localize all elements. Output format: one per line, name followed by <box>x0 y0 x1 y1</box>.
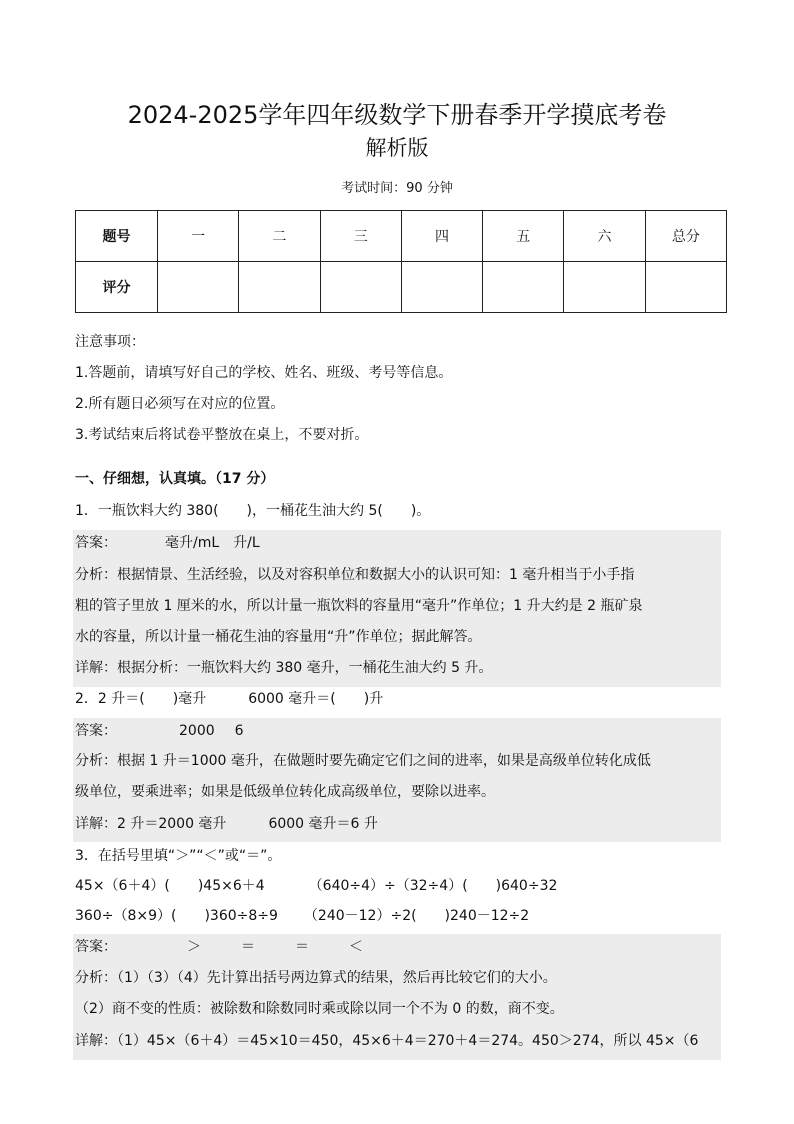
comparison-item: （240－12）÷2( )240－12÷2 <box>303 908 530 924</box>
question-2 <box>75 688 383 710</box>
question-3: 3．在括号里填“＞”“＜”或“＝”。 <box>75 848 282 864</box>
score-cell-header: 二 <box>239 211 320 262</box>
q2-detail <box>75 813 378 835</box>
notes-item: 2.所有题日必须写在对应的位置。 <box>75 396 285 412</box>
detail-part: 6000 毫升＝6 升 <box>268 816 378 832</box>
notes-heading: 注意事项： <box>75 334 145 350</box>
score-cell-header: 总分 <box>645 211 726 262</box>
q3-analysis: （2）商不变的性质：被除数和除数同时乘或除以同一个不为 0 的数，商不变。 <box>75 1001 564 1017</box>
q2-answer <box>75 720 244 742</box>
q1-detail: 详解：根据分析：一瓶饮料大约 380 毫升，一桶花生油大约 5 升。 <box>75 660 493 676</box>
score-cell-header: 五 <box>483 211 564 262</box>
q1-analysis: 分析：根据情景、生活经验，以及对容积单位和数据大小的认识可知：1 毫升相当于小手指 <box>75 567 635 583</box>
detail-part: 详解：2 升＝2000 毫升 <box>75 816 227 832</box>
notes-item: 3.考试结束后将试卷平整放在桌上，不要对折。 <box>75 427 369 443</box>
answer-value: ＝ <box>295 939 309 955</box>
answer-value: 2000 <box>179 723 215 739</box>
answer-value: ＜ <box>349 939 363 955</box>
answer-value: 毫升/mL <box>165 535 220 551</box>
answer-value: 升/L <box>233 535 260 551</box>
answer-label: 答案： <box>75 723 117 739</box>
score-table-score-row <box>76 262 727 313</box>
q3-analysis: 分析：（1）（3）（4）先计算出括号两边算式的结果，然后再比较它们的大小。 <box>75 970 557 986</box>
question-part: 2．2 升＝( )毫升 <box>75 691 207 707</box>
q1-analysis: 水的容量，所以计量一桶花生油的容量用“升”作单位；据此解答。 <box>75 629 482 645</box>
q3-answer <box>75 936 363 958</box>
question-1: 1．一瓶饮料大约 380( )，一桶花生油大约 5( )。 <box>75 503 431 519</box>
score-cell-empty[interactable] <box>401 262 482 313</box>
score-table <box>75 210 727 313</box>
score-cell-empty[interactable] <box>320 262 401 313</box>
exam-title: 2024-2025学年四年级数学下册春季开学摸底考卷 <box>127 101 667 129</box>
score-cell-label: 评分 <box>76 262 158 313</box>
score-cell-header: 四 <box>401 211 482 262</box>
comparison-item: 45×（6＋4）( )45×6＋4 <box>75 878 265 894</box>
q3-detail: 详解：（1）45×（6＋4）＝45×10＝450，45×6＋4＝270＋4＝274。450＞274，所以 45×（6 <box>75 1033 699 1049</box>
score-cell-header: 三 <box>320 211 401 262</box>
score-cell-empty[interactable] <box>564 262 645 313</box>
answer-label: 答案： <box>75 535 117 551</box>
q3-row <box>75 905 529 927</box>
answer-value: ＞ <box>187 939 201 955</box>
score-cell-empty[interactable] <box>645 262 726 313</box>
score-cell-empty[interactable] <box>483 262 564 313</box>
answer-value: 6 <box>234 723 244 739</box>
exam-subtitle: 解析版 <box>365 136 429 160</box>
q3-row <box>75 875 557 897</box>
section-heading: 一、仔细想，认真填。（17 分） <box>75 471 275 487</box>
exam-time: 考试时间：90 分钟 <box>341 181 453 196</box>
q2-analysis: 级单位，要乘进率；如果是低级单位转化成高级单位，要除以进率。 <box>75 784 495 800</box>
score-cell-empty[interactable] <box>158 262 239 313</box>
q1-answer <box>75 532 260 554</box>
score-cell-label: 题号 <box>76 211 158 262</box>
score-cell-header: 一 <box>158 211 239 262</box>
score-cell-header: 六 <box>564 211 645 262</box>
score-table-header-row <box>76 211 727 262</box>
score-cell-empty[interactable] <box>239 262 320 313</box>
q2-analysis: 分析：根据 1 升＝1000 毫升，在做题时要先确定它们之间的进率，如果是高级单位转化成低 <box>75 753 651 769</box>
comparison-item: 360÷（8×9）( )360÷8÷9 <box>75 908 278 924</box>
answer-label: 答案： <box>75 939 117 955</box>
comparison-item: （640÷4）÷（32÷4）( )640÷32 <box>308 878 558 894</box>
question-part: 6000 毫升＝( )升 <box>248 691 384 707</box>
answer-value: ＝ <box>241 939 255 955</box>
q1-analysis: 粗的管子里放 1 厘米的水，所以计量一瓶饮料的容量用“毫升”作单位；1 升大约是 2 瓶矿泉 <box>75 598 643 614</box>
notes-item: 1.答题前，请填写好自己的学校、姓名、班级、考号等信息。 <box>75 365 453 381</box>
